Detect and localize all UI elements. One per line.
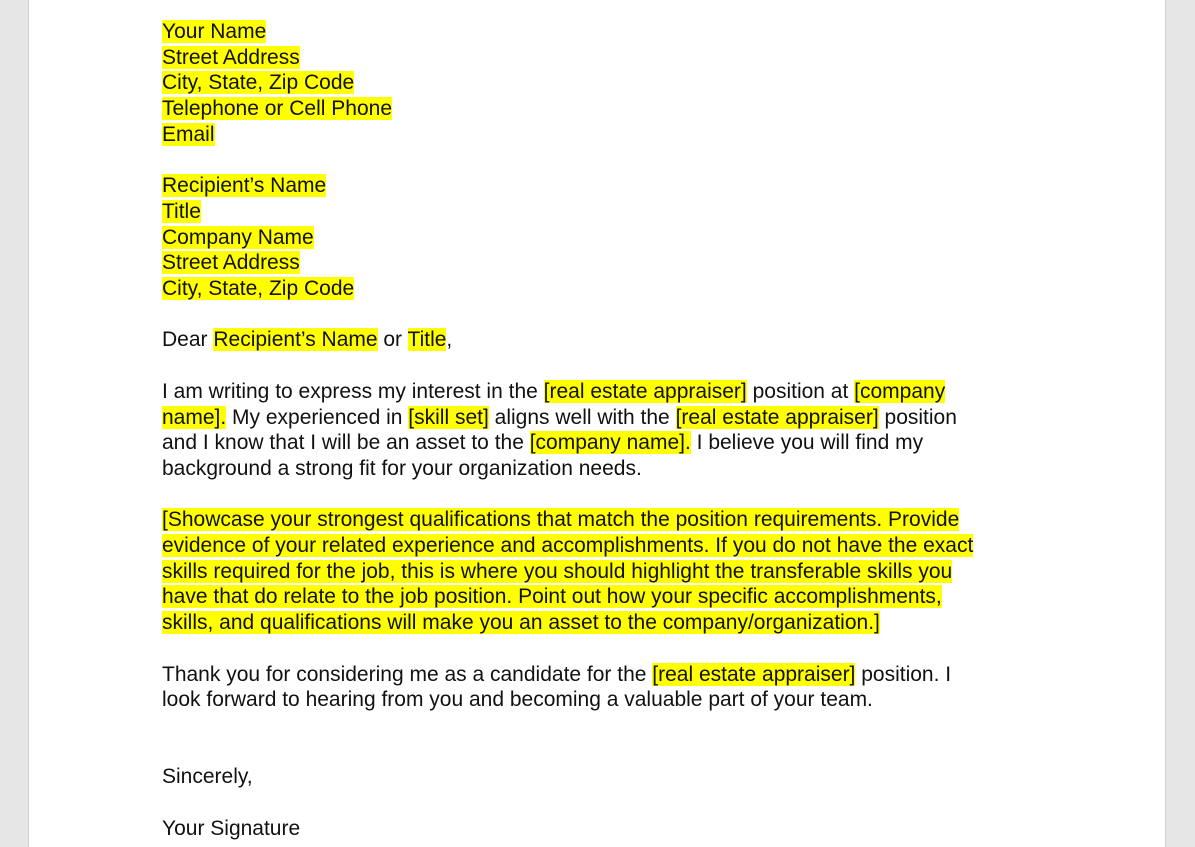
sender-phone: Telephone or Cell Phone [162, 97, 392, 121]
signature: Your Signature [162, 816, 301, 840]
recipient-city: City, State, Zip Code [162, 277, 355, 301]
document-page [28, 0, 1166, 847]
recipient-block [162, 173, 1042, 302]
paragraph-thanks: Thank you for considering me as a candidate for the [real estate appraiser] position. I look forward to hearing from you and becoming a valuable part of your team. [162, 662, 952, 712]
placeholder-skill-set: [skill set] [408, 405, 489, 429]
paragraph-qualifications: [Showcase your strongest qualifications that match the position requirements. Provide evidence of your related experience and accomplishments. If you do not have the exact skills required for the job, this is where you should highlight the transferable skills you have that do relate to the job position. Point out how your specific accomplishments, skills, and qualifications will make you an asset to the company/organization.] [162, 508, 974, 635]
sender-email: Email [162, 122, 215, 146]
placeholder-position: [real estate appraiser] [675, 405, 879, 429]
recipient-title: Title [162, 199, 201, 223]
placeholder-position: [real estate appraiser] [652, 662, 856, 686]
salutation-name: Recipient’s Name [213, 328, 378, 352]
recipient-company: Company Name [162, 225, 314, 249]
placeholder-company: [company name]. [529, 431, 691, 455]
sender-block [162, 19, 1042, 148]
closing: Sincerely, [162, 765, 253, 789]
placeholder-position: [real estate appraiser] [543, 379, 747, 403]
recipient-name: Recipient’s Name [162, 174, 327, 198]
salutation-title: Title [407, 328, 447, 352]
salutation: Dear Recipient’s Name or Title, [162, 328, 453, 352]
sender-street: Street Address [162, 45, 300, 69]
placeholder-company: [company [854, 379, 946, 403]
placeholder-company: name]. [162, 405, 227, 429]
sender-city: City, State, Zip Code [162, 71, 355, 95]
letter-body[interactable] [162, 19, 1042, 841]
sender-name: Your Name [162, 20, 267, 43]
paragraph-interest: I am writing to express my interest in the [real estate appraiser] position at [company name]. My experienced in [skill set] aligns well with the [real estate appraiser] position and I know that I will be an asset to the [company name]. I believe you will find my background a strong fit for your organization needs. [162, 379, 957, 480]
recipient-street: Street Address [162, 251, 300, 275]
